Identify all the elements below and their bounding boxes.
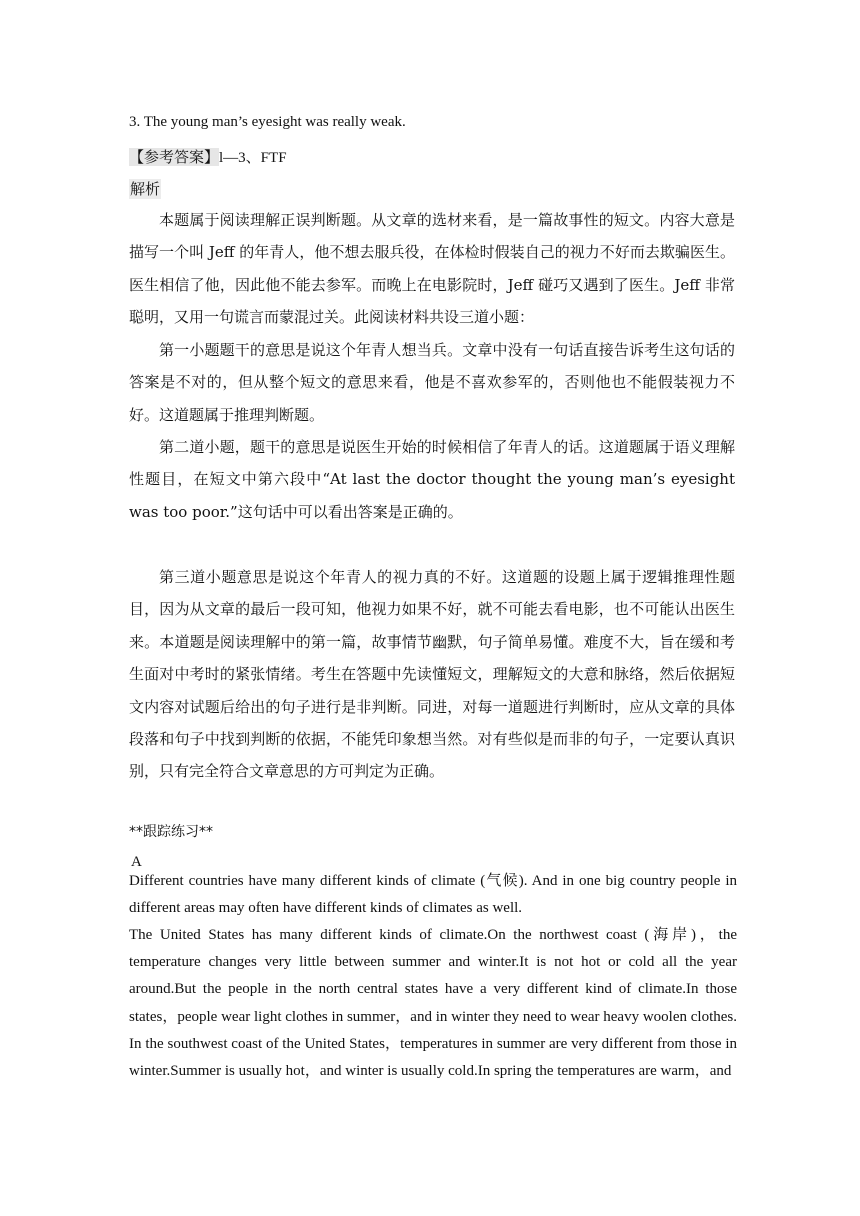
answer-label: 【参考答案】 — [129, 148, 220, 166]
analysis-paragraph-3: 第二道小题，题干的意思是说医生开始的时候相信了年青人的话。这道题属于语义理解性题目，在短文中第六段中“At last the doctor thought the young man’s eyesight was too poor.”这句话中可以看出答案是正确的。 — [129, 438, 735, 521]
reference-answer — [129, 147, 287, 168]
analysis-label: 解析 — [130, 180, 161, 198]
passage-paragraph-1: Different countries have many different kinds of climate (气候). And in one big country people in different areas may often have different kinds of climates as well. — [129, 873, 737, 917]
analysis-paragraph-1: 本题属于阅读理解正误判断题。从文章的选材来看，是一篇故事性的短文。内容大意是描写一个叫 Jeff 的年青人，他不想去服兵役，在体检时假装自己的视力不好而去欺骗医生。医生相信了他，因此他不能去参军。而晚上在电影院时，Jeff 碰巧又遇到了医生。Jeff 非常聪明，又用一句谎言而蒙混过关。此阅读材料共设三道小题： — [129, 211, 735, 327]
question-3: 3. The young man’s eyesight was really weak. — [129, 114, 406, 130]
answer-value: l—3、FTF — [219, 150, 287, 166]
passage-paragraph-2: The United States has many different kinds of climate.On the northwest coast (海岸)，the temperature changes very little between summer and winter.It is not hot or cold all the year around.But the people in the north central states have a very different kind of climate.In those states，people wear light clothes in summer，and in winter they need to wear heavy woolen clothes. In the southwest coast of the United States，temperatures in summer are very different from those in winter.Summer is usually hot，and winter is usually cold.In spring the temperatures are warm，and — [129, 927, 737, 1080]
analysis-paragraph-2: 第一小题题干的意思是说这个年青人想当兵。文章中没有一句话直接告诉考生这句话的答案是不对的，但从整个短文的意思来看，他是不喜欢参军的，否则他也不能假装视力不好。这道题属于推理判断题。 — [129, 341, 735, 424]
analysis-heading — [129, 179, 161, 199]
passage-label: A — [131, 854, 142, 870]
practice-heading: **跟踪练习** — [129, 824, 213, 840]
analysis-paragraph-4: 第三道小题意思是说这个年青人的视力真的不好。这道题的设题上属于逻辑推理性题目，因为从文章的最后一段可知，他视力如果不好，就不可能去看电影，也不可能认出医生来。本道题是阅读理解中的第一篇，故事情节幽默，句子简单易懂。难度不大，旨在缓和考生面对中考时的紧张情绪。考生在答题中先读懂短文，理解短文的大意和脉络，然后依据短文内容对试题后给出的句子进行是非判断。同进，对每一道题进行判断时，应从文章的具体段落和句子中找到判断的依据，不能凭印象想当然。对有些似是而非的句子，一定要认真识别，只有完全符合文章意思的方可判定为正确。 — [129, 568, 735, 781]
